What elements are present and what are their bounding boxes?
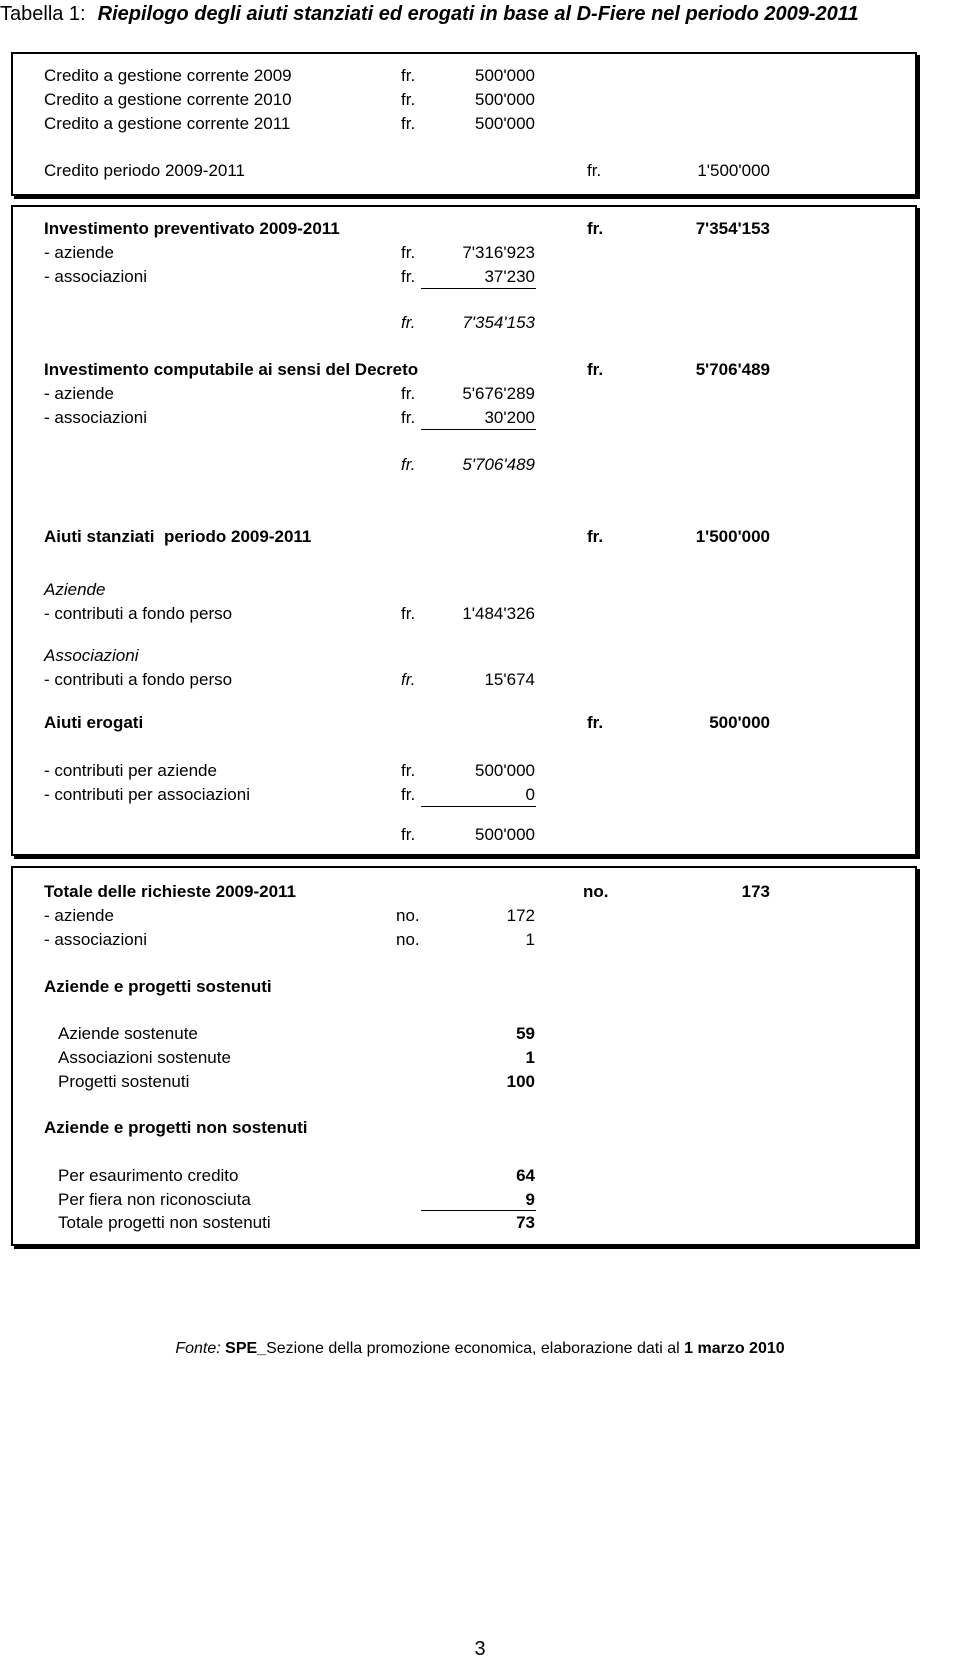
erogati-item-value: 500'000: [475, 761, 535, 780]
sostenuti-item-label: Aziende sostenute: [58, 1024, 198, 1043]
non-sostenuti-item-label: Totale progetti non sostenuti: [58, 1213, 271, 1232]
aziende-heading: Aziende: [44, 580, 106, 599]
inv-prev-label: Investimento preventivato 2009-2011: [44, 219, 340, 238]
table-title: [0, 2, 859, 26]
footnote-date: 1 marzo 2010: [684, 1340, 785, 1357]
row-value: 500'000: [475, 66, 535, 85]
aziende-item-currency: fr.: [401, 604, 416, 623]
sostenuti-heading: Aziende e progetti sostenuti: [44, 977, 272, 996]
row-value: 500'000: [475, 90, 535, 109]
aiuti-stanziati-currency: fr.: [587, 527, 604, 546]
inv-prev-value: 7'354'153: [695, 219, 770, 238]
sum-underline: [421, 806, 536, 807]
footnote-prefix: Fonte:: [175, 1340, 221, 1357]
sostenuti-item-label: Progetti sostenuti: [58, 1072, 190, 1091]
aziende-item-label: - contributi a fondo perso: [44, 604, 233, 623]
totale-richieste-currency: no.: [583, 882, 609, 901]
erogati-item-label: - contributi per aziende: [44, 761, 217, 780]
page-number: 3: [474, 1638, 486, 1660]
richieste-item-currency: no.: [396, 906, 420, 925]
row-value: 500'000: [475, 114, 535, 133]
non-sostenuti-item-label: Per esaurimento credito: [58, 1166, 239, 1185]
sostenuti-item-value: 100: [506, 1072, 535, 1091]
inv-comp-item-label: - associazioni: [44, 408, 147, 427]
inv-prev-subtotal-currency: fr.: [401, 313, 416, 332]
non-sostenuti-item-value: 9: [525, 1190, 535, 1209]
inv-comp-subtotal-value: 5'706'489: [462, 455, 535, 474]
footnote-source: SPE_: [225, 1340, 267, 1357]
inv-comp-item-value: 5'676'289: [462, 384, 535, 403]
sostenuti-item-label: Associazioni sostenute: [58, 1048, 231, 1067]
erogati-item-currency: fr.: [401, 761, 416, 780]
richieste-item-label: - aziende: [44, 906, 114, 925]
inv-prev-subtotal-value: 7'354'153: [462, 313, 535, 332]
credit-total-label: Credito periodo 2009-2011: [44, 161, 245, 180]
inv-comp-item-label: - aziende: [44, 384, 114, 403]
inv-prev-item-label: - aziende: [44, 243, 114, 262]
inv-prev-item-value: 7'316'923: [462, 243, 535, 262]
non-sostenuti-item-label: Per fiera non riconosciuta: [58, 1190, 251, 1209]
totale-richieste-value: 173: [741, 882, 770, 901]
row-label: Credito a gestione corrente 2011: [44, 114, 291, 133]
non-sostenuti-item-value: 64: [516, 1166, 535, 1185]
aiuti-erogati-currency: fr.: [587, 713, 604, 732]
non-sostenuti-heading: Aziende e progetti non sostenuti: [44, 1118, 308, 1137]
richieste-item-currency: no.: [396, 930, 420, 949]
table-caption: Riepilogo degli aiuti stanziati ed erogati in base al D-Fiere nel periodo 2009-2011: [97, 3, 859, 25]
inv-comp-label: Investimento computabile ai sensi del Decreto: [44, 360, 419, 379]
inv-prev-currency: fr.: [587, 219, 604, 238]
inv-comp-item-value: 30'200: [484, 408, 535, 427]
inv-comp-item-currency: fr.: [401, 384, 416, 403]
associazioni-heading: Associazioni: [44, 646, 139, 665]
source-footnote: [0, 1340, 960, 1358]
sum-underline: [421, 1210, 536, 1211]
sostenuti-item-value: 59: [516, 1024, 535, 1043]
row-currency: fr.: [401, 66, 416, 85]
sum-underline: [421, 429, 536, 430]
inv-comp-subtotal-currency: fr.: [401, 455, 416, 474]
row-label: Credito a gestione corrente 2009: [44, 66, 292, 85]
richieste-item-label: - associazioni: [44, 930, 147, 949]
erogati-item-currency: fr.: [401, 785, 416, 804]
richieste-item-value: 1: [525, 930, 535, 949]
non-sostenuti-item-value: 73: [516, 1213, 535, 1232]
row-currency: fr.: [401, 90, 416, 109]
inv-comp-item-currency: fr.: [401, 408, 416, 427]
footnote-text: Sezione della promozione economica, elaborazione dati al: [266, 1340, 685, 1357]
inv-prev-item-currency: fr.: [401, 267, 416, 286]
sum-underline: [421, 288, 536, 289]
credit-total-currency: fr.: [587, 161, 602, 180]
row-label: Credito a gestione corrente 2010: [44, 90, 292, 109]
aiuti-stanziati-label: Aiuti stanziati periodo 2009-2011: [44, 527, 312, 546]
row-currency: fr.: [401, 114, 416, 133]
erogati-subtotal-value: 500'000: [475, 825, 535, 844]
erogati-item-label: - contributi per associazioni: [44, 785, 250, 804]
table-label: Tabella 1:: [0, 3, 86, 25]
aiuti-erogati-label: Aiuti erogati: [44, 713, 144, 732]
inv-prev-item-value: 37'230: [484, 267, 535, 286]
inv-prev-item-currency: fr.: [401, 243, 416, 262]
credit-total-value: 1'500'000: [697, 161, 770, 180]
inv-prev-item-label: - associazioni: [44, 267, 147, 286]
aziende-item-value: 1'484'326: [462, 604, 535, 623]
associazioni-item-label: - contributi a fondo perso: [44, 670, 233, 689]
richieste-item-value: 172: [506, 906, 535, 925]
totale-richieste-label: Totale delle richieste 2009-2011: [44, 882, 296, 901]
erogati-item-value: 0: [525, 785, 535, 804]
aiuti-erogati-value: 500'000: [709, 713, 770, 732]
aiuti-stanziati-value: 1'500'000: [695, 527, 770, 546]
sostenuti-item-value: 1: [525, 1048, 535, 1067]
inv-comp-value: 5'706'489: [695, 360, 770, 379]
inv-comp-currency: fr.: [587, 360, 604, 379]
associazioni-item-value: 15'674: [484, 670, 535, 689]
erogati-subtotal-currency: fr.: [401, 825, 416, 844]
associazioni-item-currency: fr.: [401, 670, 416, 689]
